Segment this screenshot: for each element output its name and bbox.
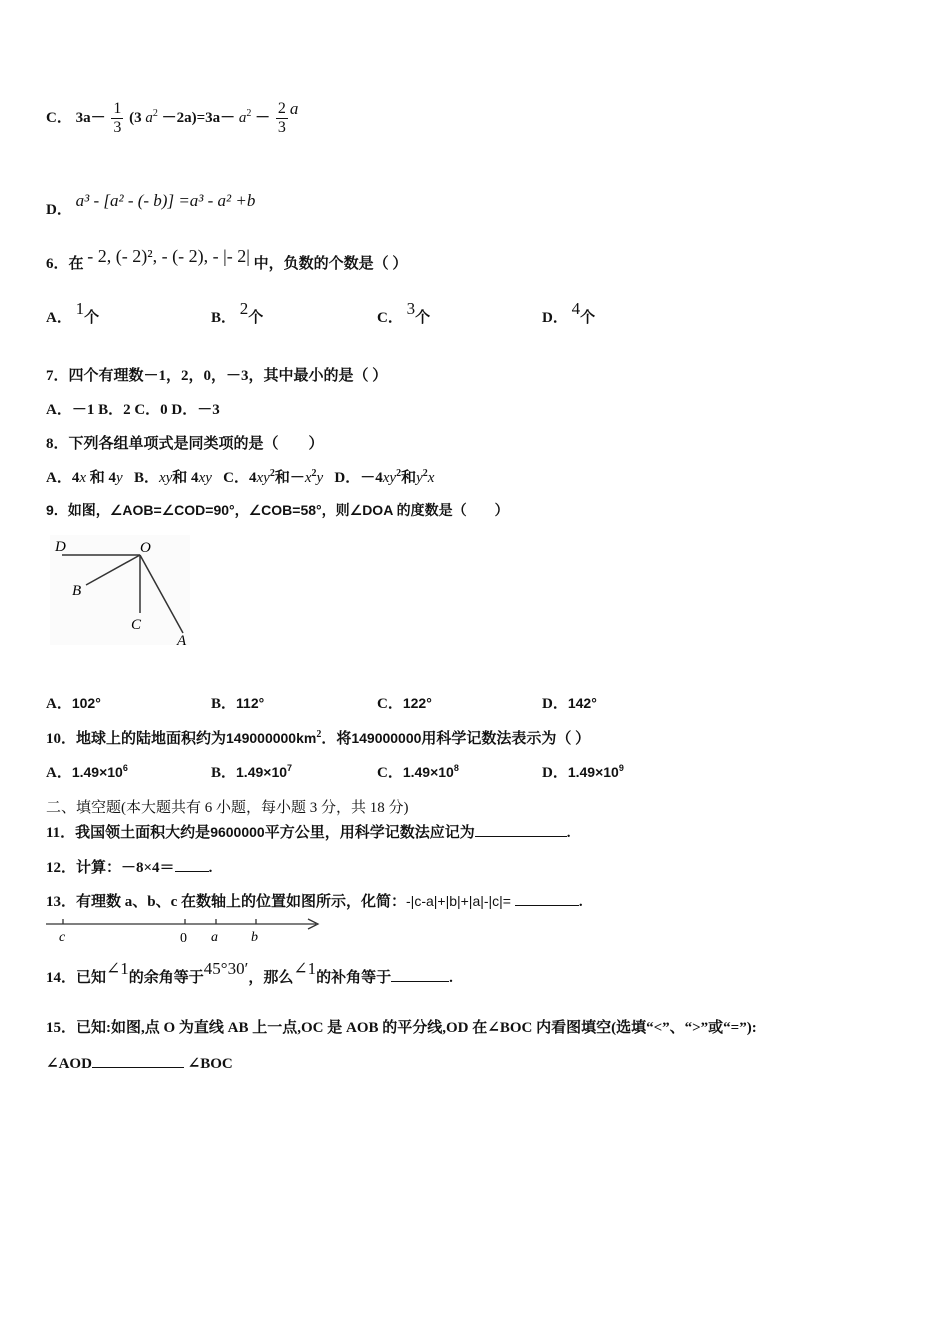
question-10: 10．地球上的陆地面积约为$149000000km^2$．将149000000用科学记数法表示为（ ） <box>46 729 591 747</box>
question-9: 9．如图，∠AOB=∠COD=90°，∠COB=58°，则∠DOA 的度数是（ ） <box>46 502 509 518</box>
q13-number-line <box>44 914 334 946</box>
option-c-mid2: －2a)=3a－ <box>161 109 236 126</box>
question-13: 13．有理数 a、b、c 在数轴上的位置如图所示，化简：-|c-a|+|b|+|a|-|c|= . <box>46 893 583 910</box>
fraction-one-third: $\frac{1}{3}$ <box>113 100 122 136</box>
q13-answer-blank[interactable] <box>515 891 579 906</box>
label-b: B <box>72 583 82 599</box>
question-15: 15．已知:如图,点 O 为直线 AB 上一点,OC 是 AOB 的平分线,OD 在∠BOC 内看图填空(选填“<”、“>”或“=”): <box>46 1020 757 1036</box>
q11-answer-blank[interactable] <box>475 822 567 837</box>
option-c-pre: 3a－ <box>75 109 106 126</box>
q6-option-d[interactable]: D． 4个 <box>542 299 596 326</box>
label-b: b <box>251 930 258 945</box>
q9-option-c[interactable]: C．122° <box>377 695 432 712</box>
q9-option-a[interactable]: A．102° <box>46 695 101 712</box>
q10-option-c[interactable]: C．$1.49\times 10^8$ <box>377 763 459 781</box>
label-o: O <box>140 540 151 556</box>
q9-angle-figure <box>50 535 200 650</box>
q6-expression: - 2, (- 2)², - (- 2), - |- 2| <box>87 246 250 266</box>
question-7: 7．四个有理数－1，2，0，－3，其中最小的是（ ） <box>46 368 388 384</box>
label-c: c <box>59 930 66 945</box>
label-a: a <box>211 930 218 945</box>
label-d: D <box>55 539 66 555</box>
label-a: A <box>177 633 187 649</box>
question-8: 8．下列各组单项式是同类项的是（ ） <box>46 436 324 452</box>
option-c-mid1: (3 <box>129 109 142 126</box>
fraction-two-thirds: $\frac{2}{3}$ <box>277 100 286 136</box>
q6-option-a[interactable]: A． 1个 <box>46 299 100 326</box>
q10-option-b[interactable]: B．$1.49\times 10^7$ <box>211 763 293 781</box>
label-c: C <box>131 617 142 633</box>
q7-options[interactable]: A．－1 B．2 C．0 D．－3 <box>46 402 220 418</box>
option-d-expr: a³ - [a² - (- b)] =a³ - a² +b <box>75 191 256 210</box>
question-12: 12．计算：－8×4＝ . <box>46 856 212 877</box>
q9-option-d[interactable]: D．142° <box>542 695 597 712</box>
q15-answer-blank[interactable] <box>92 1053 184 1068</box>
q6-option-b[interactable]: B． 2个 <box>211 299 264 326</box>
q10-option-d[interactable]: D．$1.49\times 10^9$ <box>542 763 624 781</box>
q15-fill-line: ∠AOD ∠BOC <box>46 1053 233 1073</box>
q14-answer-blank[interactable] <box>391 967 449 982</box>
section-2-heading: 二、填空题(本大题共有 6 小题，每小题 3 分，共 18 分) <box>46 800 409 816</box>
question-11: 11．我国领土面积大约是9600000平方公里，用科学记数法应记为 . <box>46 824 571 841</box>
q12-answer-blank[interactable] <box>175 857 209 872</box>
q6-option-c[interactable]: C． 3个 <box>377 299 431 326</box>
q8-options[interactable]: A．4x 和 4y B．xy和 4xy C．$4xy^2$和$-x^2y$ D．$-4xy^2$和$y^2x$ <box>46 468 435 486</box>
option-c-letter: C． <box>46 109 72 126</box>
option-d-letter: D． <box>46 202 72 218</box>
q10-option-a[interactable]: A．$1.49\times 10^6$ <box>46 763 128 781</box>
question-14: 14．已知∠1的余角等于45°30′，那么∠1的补角等于 . <box>46 959 453 986</box>
label-zero: 0 <box>180 931 187 946</box>
q9-option-b[interactable]: B．112° <box>211 695 265 712</box>
question-6: 6．在 - 2, (- 2)², - (- 2), - |- 2| 中，负数的个数是（ ） <box>46 246 408 272</box>
option-c-line: C． 3a－ $\frac{1}{3}$ (3 $a^2 -2a)=3a- a^2$ － $\frac{2}{3}$ a <box>46 98 299 136</box>
option-d-line <box>46 190 256 218</box>
